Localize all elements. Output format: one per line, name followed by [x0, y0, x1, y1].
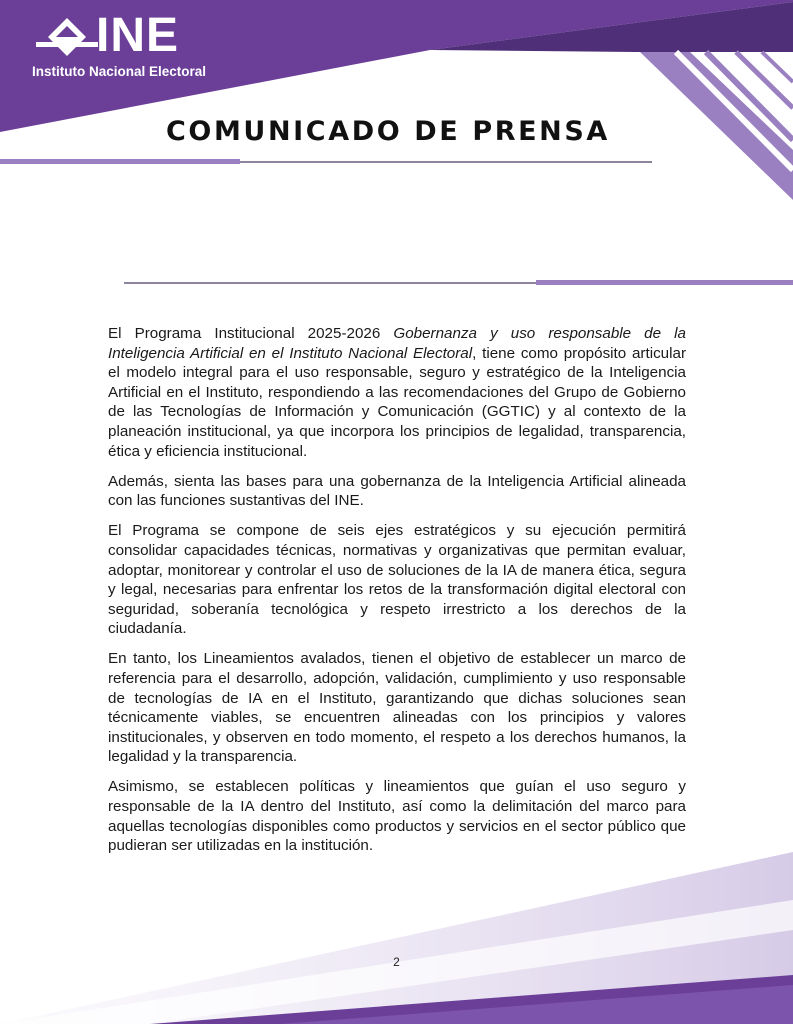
paragraph-5: Asimismo, se establecen políticas y lineamientos que guían el uso seguro y responsable de la IA dentro del Instituto, así como la delimitación del marco para aquellas tecnologías disponibles como productos y servicios en el sector público que pudieran ser utilizadas en la institución.: [108, 778, 686, 855]
paragraph-3: El Programa se compone de seis ejes estratégicos y su ejecución permitirá consolidar capacidades técnicas, normativas y organizativas que permitan evaluar, adoptar, monitorear y controlar el uso de soluciones de la IA de manera ética, segura y legal, necesarias para enfrentar los retos de la transformación digital electoral con seguridad, soberanía tecnológica y respeto irrestricto a los derechos de la ciudadanía.: [108, 522, 686, 638]
page-number: 2: [393, 955, 400, 969]
paragraph-1: [108, 324, 686, 461]
page-title: COMUNICADO DE PRENSA: [166, 116, 610, 147]
press-release-body: [108, 324, 686, 866]
paragraph-1-lead: El Programa Institucional 2025-2026: [108, 325, 394, 342]
section-separator-accent: [536, 280, 793, 285]
title-underline-accent: [0, 159, 240, 164]
ine-ballot-box-logo-icon: [32, 16, 102, 58]
logo-subtitle: Instituto Nacional Electoral: [32, 64, 207, 79]
paragraph-1-rest: , tiene como propósito articular el modelo integral para el uso responsable, seguro y estratégico de la Inteligencia Artificial en el Instituto, respondiendo a las recomendaciones del Grupo de Gobierno de las Tecnologías de Información y Comunicación (GGTIC) y al contexto de la planeación institucional, ya que incorpora los principios de legalidad, transparencia, ética y eficiencia institucional.: [108, 344, 686, 460]
program-title-italic: Gobernanza y uso responsable de la Inteligencia Artificial en el Instituto Nacional Electoral: [108, 325, 686, 362]
paragraph-4: En tanto, los Lineamientos avalados, tienen el objetivo de establecer un marco de referencia para el desarrollo, adopción, validación, cumplimiento y uso responsable de tecnologías de IA en el Instituto, garantizando que dichas soluciones sean técnicamente viables, se encuentren alineadas con los principios y valores institucionales, y observen en todo momento, el respeto a los derechos humanos, la legalidad y la transparencia.: [108, 650, 686, 766]
ine-logo: [30, 9, 240, 84]
paragraph-2: Además, sienta las bases para una gobernanza de la Inteligencia Artificial alineada con las funciones sustantivas del INE.: [108, 472, 686, 510]
logo-wordmark: INE: [96, 9, 180, 62]
